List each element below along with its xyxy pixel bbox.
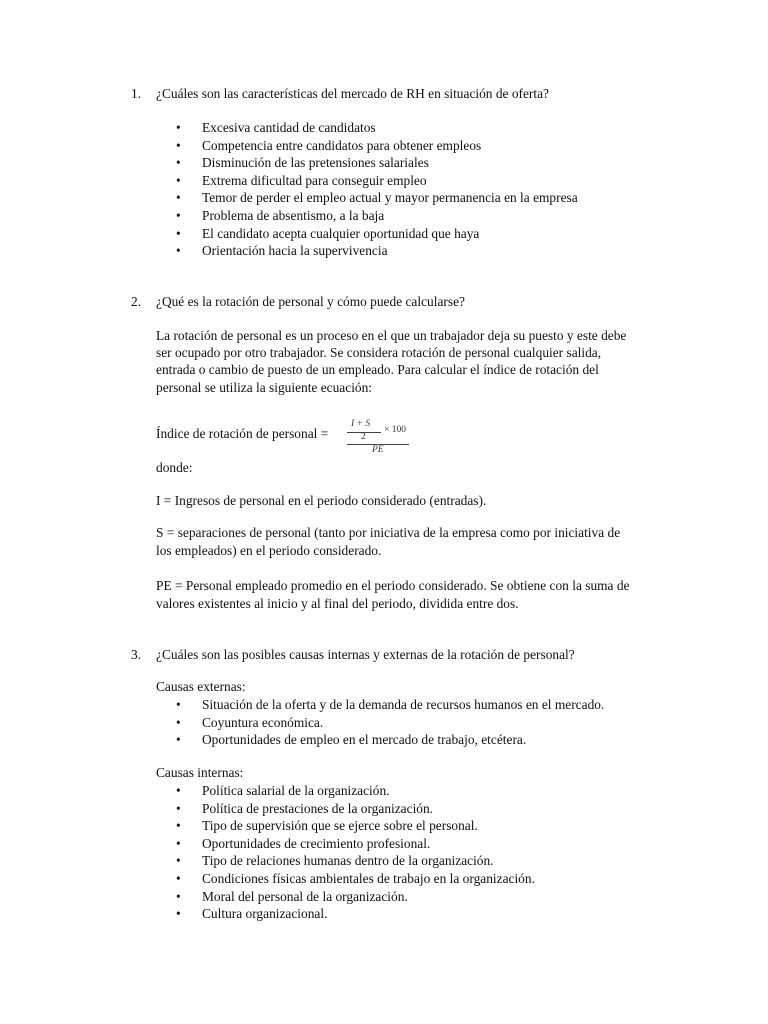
list-item: • Extrema dificultad para conseguir empleo [176, 172, 427, 188]
question-3-number: 3. [131, 647, 142, 662]
list-item: • Excesiva cantidad de candidatos [176, 120, 376, 135]
bullet-icon: • [176, 870, 181, 886]
bullet-icon: • [176, 906, 181, 922]
question-2-text: ¿Qué es la rotación de personal y cómo puede calcularse? [156, 294, 465, 309]
bullet-icon: • [176, 697, 181, 712]
list-item: • Temor de perder el empleo actual y mayor permanencia en la empresa [176, 190, 578, 206]
bullet-icon: • [176, 714, 181, 730]
formula-numerator: I + S [351, 419, 371, 429]
definition-i: I = Ingresos de personal en el periodo considerado (entradas). [156, 493, 487, 508]
rotation-formula [156, 419, 456, 458]
list-item: • Condiciones físicas ambientales de trabajo en la organización. [176, 870, 535, 886]
question-1-number: 1. [131, 86, 142, 101]
bullet-icon: • [176, 137, 181, 153]
formula-times-100: × 100 [384, 425, 406, 435]
bullet-icon: • [176, 888, 181, 904]
list-item: • Oportunidades de empleo en el mercado de trabajo, etcétera. [176, 732, 527, 748]
external-causes-heading: Causas externas: [156, 679, 246, 694]
list-item: • Oportunidades de crecimiento profesional. [176, 835, 431, 851]
list-item: • Política de prestaciones de la organización. [176, 800, 434, 816]
external-causes-list [176, 696, 604, 749]
formula-half: 2 [361, 432, 366, 442]
list-item: • Coyuntura económica. [176, 714, 324, 730]
bullet-icon: • [176, 172, 181, 188]
question-1-bullet-list [176, 119, 578, 260]
list-item: • Problema de absentismo, a la baja [176, 207, 385, 223]
list-item: • El candidato acepta cualquier oportunidad que haya [176, 225, 480, 241]
list-item: • Orientación hacia la supervivencia [176, 243, 388, 259]
list-item: • Cultura organizacional. [176, 906, 328, 922]
list-item: • Competencia entre candidatos para obtener empleos [176, 137, 482, 153]
internal-causes-list [176, 782, 535, 923]
bullet-icon: • [176, 818, 181, 834]
list-item: • Moral del personal de la organización. [176, 888, 408, 904]
bullet-icon: • [176, 155, 181, 171]
definition-pe: PE = Personal empleado promedio en el periodo considerado. Se obtiene con la suma de valores existentes al inicio y al final del periodo, dividida entre dos. [156, 578, 630, 611]
bullet-icon: • [176, 783, 181, 798]
bullet-icon: • [176, 243, 181, 259]
internal-causes-heading: Causas internas: [156, 765, 244, 780]
donde-label: donde: [156, 460, 193, 475]
list-item: • Disminución de las pretensiones salariales [176, 155, 429, 171]
bullet-icon: • [176, 190, 181, 206]
question-2-number: 2. [131, 294, 142, 309]
bullet-icon: • [176, 120, 181, 135]
list-item: • Tipo de supervisión que se ejerce sobre el personal. [176, 818, 478, 834]
bullet-icon: • [176, 225, 181, 241]
question-3-text: ¿Cuáles son las posibles causas internas y externas de la rotación de personal? [156, 647, 575, 662]
question-1-text: ¿Cuáles son las características del mercado de RH en situación de oferta? [156, 86, 549, 101]
definition-s: S = separaciones de personal (tanto por iniciativa de la empresa como por iniciativa de los empleados) en el periodo considerado. [156, 525, 621, 558]
formula-label: Índice de rotación de personal = [156, 426, 329, 441]
rotation-definition-paragraph: La rotación de personal es un proceso en el que un trabajador deja su puesto y este debe ser ocupado por otro trabajador. Se considera rotación de personal cualquier salida, entrada o cambio de puesto de un empleado. Para calcular el índice de rotación del personal se utiliza la siguiente ecuación: [156, 328, 627, 395]
bullet-icon: • [176, 800, 181, 816]
list-item: • Política salarial de la organización. [176, 783, 390, 798]
list-item: • Tipo de relaciones humanas dentro de la organización. [176, 853, 494, 869]
bullet-icon: • [176, 207, 181, 223]
bullet-icon: • [176, 853, 181, 869]
bullet-icon: • [176, 732, 181, 748]
list-item: • Situación de la oferta y de la demanda de recursos humanos en el mercado. [176, 697, 605, 712]
bullet-icon: • [176, 835, 181, 851]
formula-denominator: PE [372, 445, 384, 455]
